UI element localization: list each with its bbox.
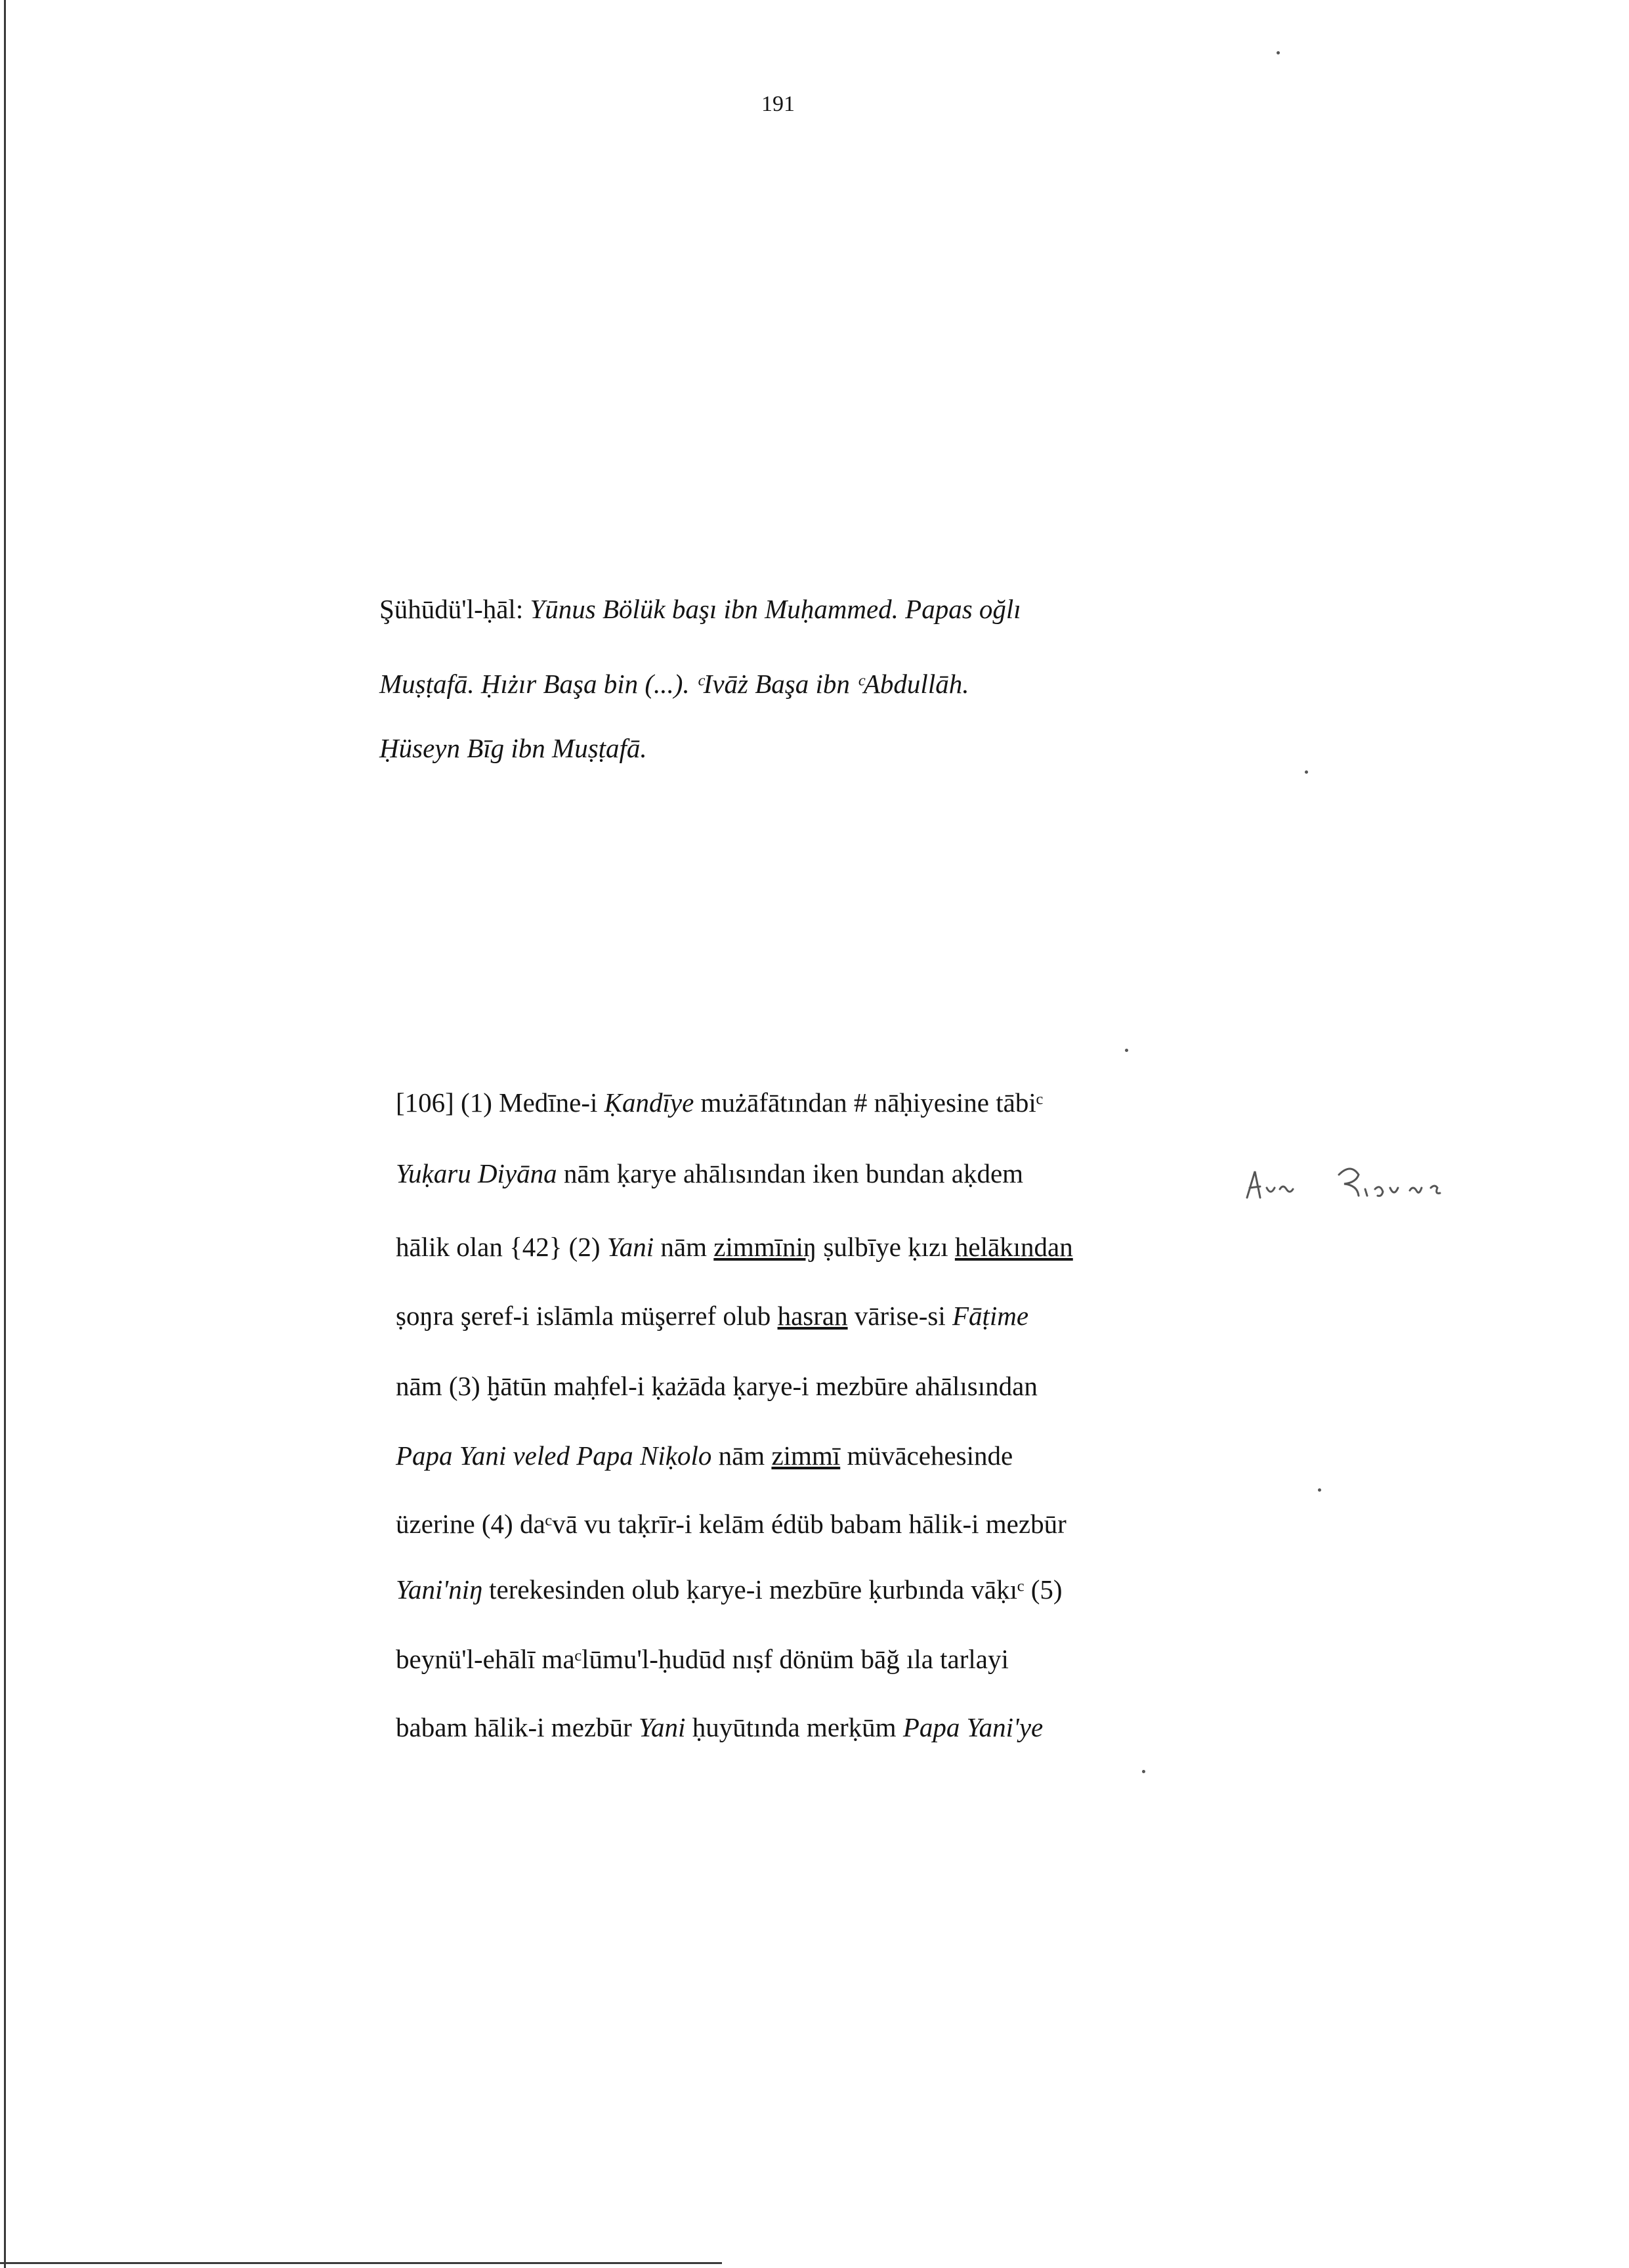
text-segment: nām (3) ḫātūn maḥfel-i ḳażāda ḳarye-i mezbūre ahālısından xyxy=(396,1371,1038,1401)
scan-speck xyxy=(1142,1770,1145,1773)
text-segment: nām xyxy=(654,1232,714,1262)
shuhud-line xyxy=(379,596,1021,623)
text-segment: Yani'niŋ xyxy=(396,1574,482,1605)
text-segment: beynü'l-ehālī maᶜlūmu'l-ḥudūd nıṣf dönüm bāğ ıla tarlayi xyxy=(396,1644,1009,1674)
text-segment: nām xyxy=(711,1440,772,1471)
text-segment: Ḥüseyn Bīg ibn Muṣṭafā. xyxy=(379,733,647,763)
text-segment: nām ḳarye ahālısından iken bundan aḳdem xyxy=(557,1158,1024,1188)
text-segment: Yani xyxy=(606,1232,654,1262)
text-segment: mużāfātından # nāḥiyesine tābiᶜ xyxy=(694,1087,1044,1118)
text-segment: Muṣṭafā. Ḥıżır Başa bin (...). ᶜIvāż Başa ibn ᶜAbdullāh. xyxy=(379,669,969,699)
text-segment: Şühūdü'l-ḥāl: xyxy=(379,594,530,624)
scan-border-left xyxy=(4,0,6,2268)
entry-line xyxy=(396,1373,1038,1400)
text-segment: Ḳandīye xyxy=(604,1087,694,1118)
entry-line xyxy=(396,1303,1028,1330)
entry-line xyxy=(396,1646,1009,1673)
text-segment: üzerine (4) daᶜvā vu taḳrīr-i kelām édüb babam hālik-i mezbūr xyxy=(396,1509,1067,1539)
page-number: 191 xyxy=(761,92,795,116)
text-segment: zimmīniŋ xyxy=(713,1232,817,1262)
entry-line xyxy=(396,1714,1043,1741)
text-segment: ḥuyūtında merḳūm xyxy=(685,1712,903,1742)
entry-line xyxy=(396,1576,1063,1603)
text-segment: helākından xyxy=(954,1232,1073,1262)
entry-line xyxy=(396,1442,1013,1469)
text-segment: ṣulbīye ḳızı xyxy=(816,1232,955,1262)
scan-speck xyxy=(1277,51,1280,54)
text-segment: [106] (1) Medīne-i xyxy=(396,1087,604,1118)
text-segment: ṣoŋra şeref-i islāmla müşerref olub xyxy=(396,1301,778,1331)
handwritten-margin-note-icon xyxy=(1240,1162,1516,1214)
scan-speck xyxy=(1125,1049,1128,1052)
entry-line xyxy=(396,1089,1043,1116)
text-segment: Yuḳaru Diyāna xyxy=(396,1158,557,1188)
text-segment: vārise-si xyxy=(847,1301,952,1331)
text-segment: terekesinden olub ḳarye-i mezbūre ḳurbında vāḳıᶜ (5) xyxy=(482,1574,1063,1605)
text-segment: Fāṭime xyxy=(952,1301,1029,1331)
entry-line xyxy=(396,1511,1067,1538)
text-segment: Yani xyxy=(639,1712,686,1742)
text-segment: babam hālik-i mezbūr xyxy=(396,1712,639,1742)
shuhud-line xyxy=(379,671,969,698)
entry-line xyxy=(396,1234,1073,1261)
text-segment: hālik olan {42} (2) xyxy=(396,1232,607,1262)
text-segment: Papa Yani veled Papa Niḳolo xyxy=(396,1440,712,1471)
text-segment: Papa Yani'ye xyxy=(902,1712,1044,1742)
text-segment: Yūnus Bölük başı ibn Muḥammed. Papas oğlı xyxy=(530,594,1021,624)
shuhud-line xyxy=(379,735,647,762)
scan-border-bottom xyxy=(0,2262,722,2264)
text-segment: müvācehesinde xyxy=(840,1440,1013,1471)
scan-speck xyxy=(1305,770,1308,774)
entry-line xyxy=(396,1160,1023,1187)
scan-speck xyxy=(1318,1488,1321,1492)
text-segment: hasran xyxy=(777,1301,848,1331)
text-segment: zimmī xyxy=(771,1440,841,1471)
